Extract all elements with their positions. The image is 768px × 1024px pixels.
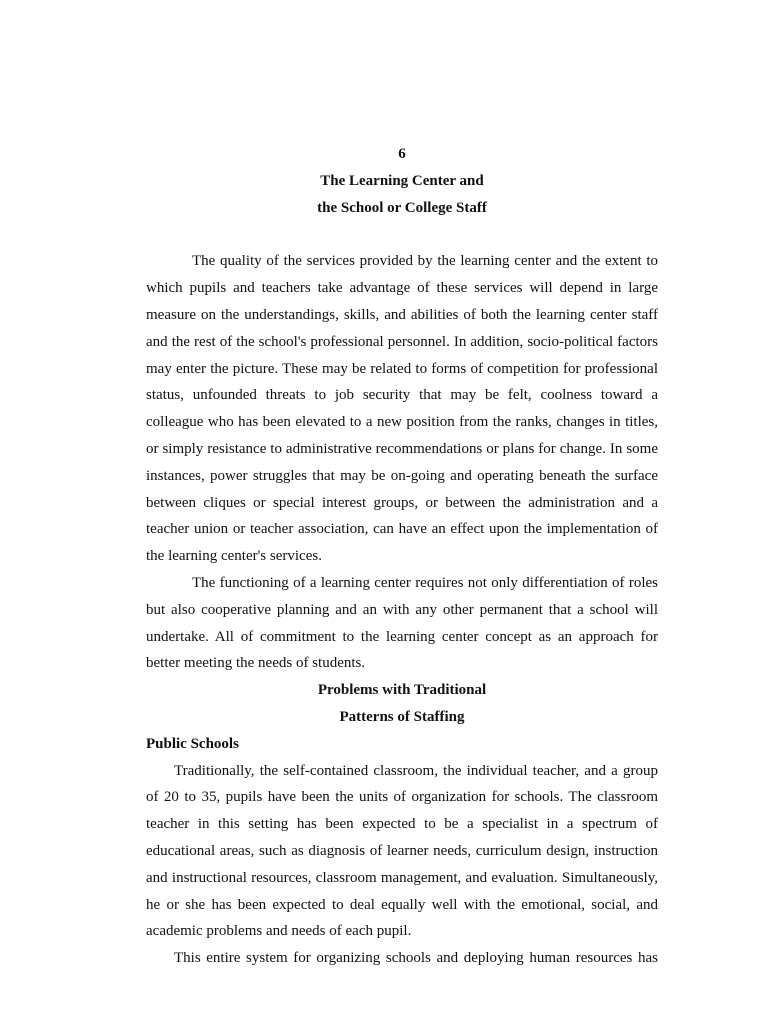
document-page: [146, 141, 658, 972]
section-heading-line-2: Patterns of Staffing: [339, 708, 465, 725]
subheading-public-schools: Public Schools: [146, 735, 239, 752]
chapter-title-line-2: the School or College Staff: [317, 199, 487, 216]
paragraph-2: The functioning of a learning center requires not only differentiation of roles but also cooperative planning and an with any other permanent that a school will undertake. All of commitment to the learning center concept as an approach for better meeting the needs of students.: [146, 574, 658, 672]
section-heading-line-1: Problems with Traditional: [317, 682, 487, 699]
paragraph-4: This entire system for organizing schools and deploying human resources has: [174, 950, 658, 967]
spacer: [146, 221, 658, 248]
chapter-title-line-1: The Learning Center and: [320, 172, 484, 189]
paragraph-1: The quality of the services provided by the learning center and the extent to which pupils and teachers take advantage of these services will depend in large measure on the understandings, skills, and abilities of both the learning center staff and the rest of the school's professional personnel. In addition, socio-political factors may enter the picture. These may be related to forms of competition for professional status, unfounded threats to job security that may be felt, coolness toward a colleague who has been elevated to a new position from the ranks, changes in titles, or simply resistance to administrative recommendations or plans for change. In some instances, power struggles that may be on-going and operating beneath the surface between cliques or special interest groups, or between the administration and a teacher union or teacher association, can have an effect upon the implementation of the learning center's services.: [146, 253, 658, 565]
paragraph-3: Traditionally, the self-contained classroom, the individual teacher, and a group of 20 to 35, pupils have been the units of organization for schools. The classroom teacher in this setting has been expected to be a specialist in a spectrum of educational areas, such as diagnosis of learner needs, curriculum design, instruction and instructional resources, classroom management, and evaluation. Simultaneously, he or she has been expected to deal equally well with the emotional, social, and academic problems and needs of each pupil.: [146, 762, 658, 940]
chapter-number: 6: [398, 146, 406, 162]
